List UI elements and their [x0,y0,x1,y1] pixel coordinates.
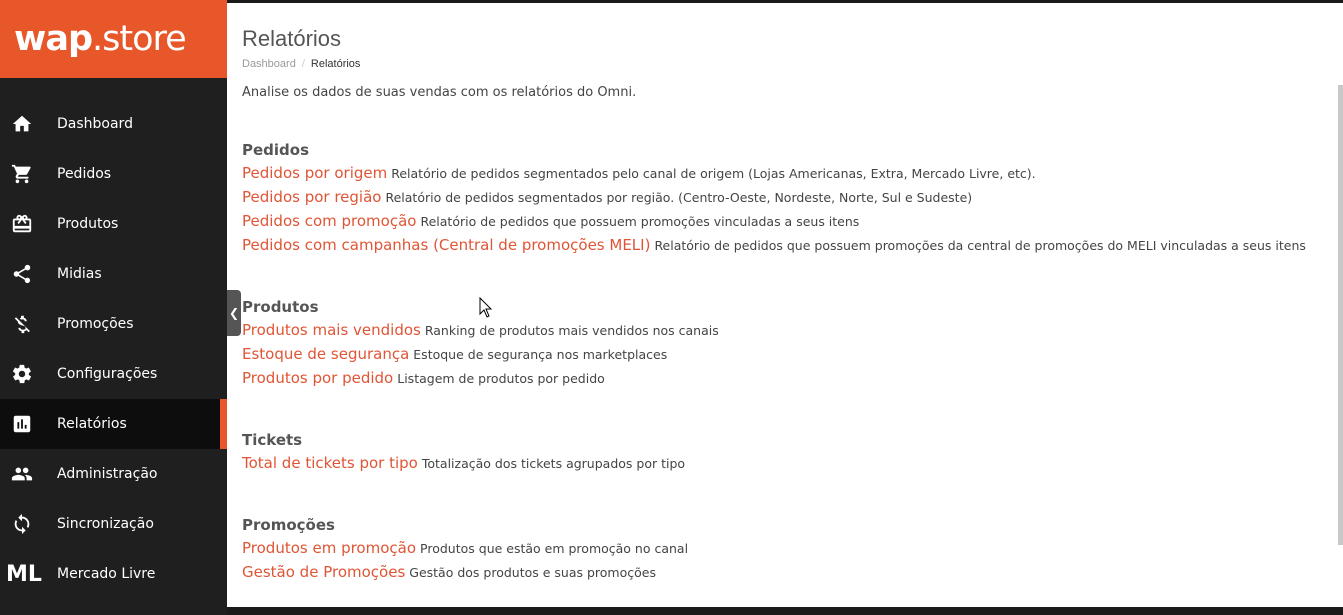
chevron-left-icon: ❮ [228,306,240,320]
report-desc: Produtos que estão em promoção no canal [420,541,689,556]
report-desc: Relatório de pedidos que possuem promoções vinculadas a seus itens [420,214,860,229]
report-desc: Ranking de produtos mais vendidos nos canais [424,323,719,338]
page-title: Relatórios [242,26,342,51]
logo[interactable] [0,0,227,78]
sidebar-item-label: Produtos [57,216,119,232]
report-link[interactable]: Total de tickets por tipo [242,454,418,472]
section-title: Pedidos [242,141,310,159]
breadcrumb [242,58,360,70]
report-row [242,209,1306,233]
sidebar-nav [0,99,227,599]
sync-icon [11,513,33,535]
sidebar-item-label: Promoções [57,316,134,332]
cart-icon [11,163,33,185]
report-row [242,185,1306,209]
sidebar-item-produtos[interactable] [0,199,227,249]
report-desc: Listagem de produtos por pedido [397,371,605,386]
report-link[interactable]: Produtos por pedido [242,369,394,387]
logo-text: wap.store [14,19,186,59]
report-row [242,560,688,584]
sidebar-item-dashboard[interactable] [0,99,227,149]
share-icon [11,263,33,285]
sidebar-item-label: Mercado Livre [57,566,156,582]
sidebar-item-midias[interactable] [0,249,227,299]
report-desc: Gestão dos produtos e suas promoções [409,565,656,580]
gear-icon [11,363,33,385]
sidebar-item-relatorios[interactable] [0,399,227,449]
sidebar-item-pedidos[interactable] [0,149,227,199]
section-tickets [242,429,685,475]
scrollbar[interactable] [1338,85,1343,545]
sidebar [0,0,227,615]
sidebar-item-label: Relatórios [57,416,127,432]
report-link[interactable]: Produtos mais vendidos [242,321,421,339]
intro-text: Analise os dados de suas vendas com os relatórios do Omni. [242,85,637,100]
report-row [242,233,1306,257]
box-icon [11,213,33,235]
people-icon [11,463,33,485]
report-link[interactable]: Gestão de Promoções [242,563,406,581]
sidebar-item-label: Midias [57,266,102,282]
report-link[interactable]: Pedidos com campanhas (Central de promoções MELI) [242,236,651,254]
section-pedidos [242,139,1306,257]
report-desc: Relatório de pedidos segmentados por região. (Centro-Oeste, Nordeste, Norte, Sul e Sudeste) [385,190,973,205]
home-icon [11,113,33,135]
sidebar-item-promocoes[interactable] [0,299,227,349]
sidebar-item-label: Administração [57,466,158,482]
collapse-sidebar-button[interactable] [227,290,241,336]
ml-icon: ML [6,561,42,587]
report-link[interactable]: Pedidos por origem [242,164,388,182]
section-title: Promoções [242,516,335,534]
report-link[interactable]: Pedidos com promoção [242,212,417,230]
sidebar-item-administracao[interactable] [0,449,227,499]
report-desc: Totalização dos tickets agrupados por tipo [421,456,686,471]
report-row [242,366,719,390]
report-link[interactable]: Estoque de segurança [242,345,410,363]
sidebar-item-label: Pedidos [57,166,112,182]
report-link[interactable]: Produtos em promoção [242,539,417,557]
sidebar-item-label: Sincronização [57,516,154,532]
breadcrumb-current: Relatórios [310,58,361,70]
report-row [242,342,719,366]
sidebar-item-label: Dashboard [57,116,133,132]
bar-chart-icon [11,413,33,435]
report-row [242,536,688,560]
report-row [242,451,685,475]
main-content [227,3,1343,607]
section-promocoes [242,514,688,584]
mouse-cursor-icon [479,297,493,319]
report-row [242,318,719,342]
report-desc: Estoque de segurança nos marketplaces [413,347,668,362]
sidebar-item-configuracoes[interactable] [0,349,227,399]
report-row [242,161,1306,185]
breadcrumb-dashboard[interactable]: Dashboard [242,58,296,70]
dollar-off-icon [11,313,33,335]
sidebar-item-label: Configurações [57,366,158,382]
report-desc: Relatório de pedidos que possuem promoções da central de promoções do MELI vinculadas a seus itens [654,238,1306,253]
sidebar-item-mercado-livre[interactable] [0,549,227,599]
section-title: Produtos [242,298,319,316]
breadcrumb-separator: / [301,58,305,70]
report-desc: Relatório de pedidos segmentados pelo canal de origem (Lojas Americanas, Extra, Mercado Livre, etc). [391,166,1036,181]
section-title: Tickets [242,431,303,449]
sidebar-item-sincronizacao[interactable] [0,499,227,549]
report-link[interactable]: Pedidos por região [242,188,382,206]
